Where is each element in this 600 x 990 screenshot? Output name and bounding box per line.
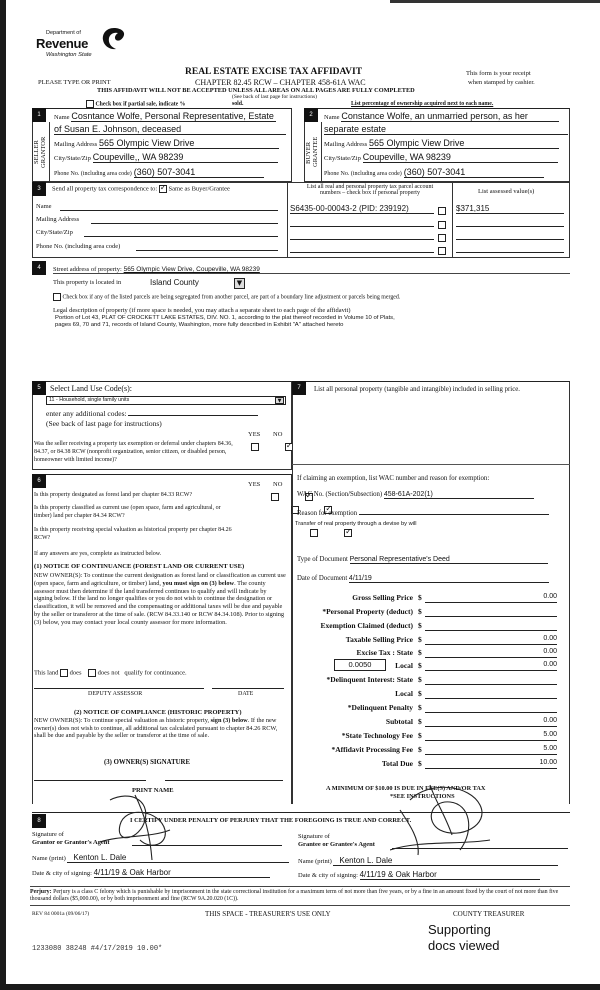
notice2-text-bold: sign (3) below — [210, 717, 248, 724]
deputy-assessor-signature-line[interactable] — [34, 688, 204, 689]
correspondence-label: Send all property tax correspondence to: — [52, 185, 158, 193]
exemption-yes-checkbox[interactable] — [251, 443, 259, 451]
local-rate-box[interactable]: 0.0050 — [334, 659, 386, 671]
receipt-line: 1233080 38248 #4/17/2019 10.00* — [32, 945, 163, 953]
land-use-label: Select Land Use Code(s): — [50, 384, 132, 393]
same-as-buyer-checkbox[interactable] — [159, 185, 167, 193]
tax-label: *Delinquent Interest: State — [326, 675, 413, 684]
wac-field[interactable]: 458-61A-202(1) — [384, 491, 534, 499]
land-use-selected: 11 - Household, single family units — [49, 397, 130, 403]
doc-type-field[interactable]: Personal Representative's Deed — [350, 556, 548, 564]
acceptance-warning: THIS AFFIDAVIT WILL NOT BE ACCEPTED UNLESS ALL AREAS ON ALL PAGES ARE FULLY COMPLETED — [97, 87, 415, 94]
buyer-phone-label: Phone No. (including area code) — [324, 171, 402, 177]
exemption-claimed-field[interactable] — [425, 621, 557, 631]
scan-edge-bottom — [0, 984, 600, 990]
qualify-label: qualify for continuance. — [124, 669, 187, 677]
see-back-note: (See back of last page for instructions) — [232, 94, 317, 100]
tax-row-delinq-local: Local $ — [295, 689, 575, 701]
seller-city-field[interactable]: Coupeville,, WA 98239 — [93, 152, 278, 163]
reason-row — [297, 507, 549, 517]
additional-codes-field[interactable] — [128, 408, 258, 416]
tax-label: *Delinquent Penalty — [347, 703, 413, 712]
grantee-name-field[interactable]: Kenton L. Dale — [333, 856, 558, 866]
grantee-name-label: Name (print) — [298, 858, 332, 865]
tax-row-taxable: Taxable Selling Price $ 0.00 — [345, 635, 557, 644]
seller-name-label: Name — [54, 114, 70, 121]
corr-name-field[interactable] — [60, 203, 278, 211]
seller-phone-field[interactable]: (360) 507-3041 — [134, 167, 264, 178]
does-not-checkbox[interactable] — [88, 669, 96, 677]
section-5-badge: 5 — [32, 381, 46, 395]
grantor-name-field[interactable]: Kenton L. Dale — [67, 853, 289, 863]
grantor-signature-scribble — [90, 790, 210, 870]
wac-label: WAC No. (Section/Subsection) — [297, 491, 383, 498]
buyer-phone-field[interactable]: (360) 507-3041 — [404, 167, 544, 178]
tax-row-personal: *Personal Property (deduct) $ — [295, 607, 575, 619]
buyer-city-field[interactable]: Coupeville, WA 98239 — [363, 152, 558, 163]
subtotal-field[interactable]: 0.00 — [425, 717, 557, 727]
grantee-sig-label-2: Grantee or Grantee's Agent — [298, 841, 375, 848]
tax-label: Excise Tax : State — [356, 648, 413, 657]
corr-name-row — [36, 203, 280, 210]
yes-header: YES — [248, 431, 261, 438]
personal-property-checkbox[interactable] — [438, 207, 446, 215]
forest-yes-checkbox[interactable] — [271, 493, 279, 501]
designation-no-header: NO — [273, 481, 283, 488]
delinquent-interest-state-field[interactable] — [425, 675, 557, 685]
treasurer-use: THIS SPACE - TREASURER'S USE ONLY — [205, 910, 331, 918]
buyer-city-label: City/State/Zip — [324, 155, 361, 162]
ownership-note: List percentage of ownership acquired next to each name. — [351, 101, 494, 107]
delinquent-interest-local-field[interactable] — [425, 689, 557, 699]
grantor-sig-label-2: Grantor or Grantor's Agent — [32, 839, 110, 846]
street-label: Street address of property: — [53, 266, 122, 273]
personal-property-deduct-field[interactable] — [425, 607, 557, 617]
corr-address-field[interactable] — [91, 216, 278, 224]
seller-name-line2[interactable]: of Susan E. Johnson, deceased — [54, 124, 286, 135]
tax-row-subtotal: Subtotal $ 0.00 — [385, 717, 557, 726]
partial-sale-label: Check box if partial sale, indicate % — [95, 101, 186, 108]
forest-question: Is this property designated as forest land per chapter 84.33 RCW? — [34, 492, 193, 498]
exemption-question: Was the seller receiving a property tax exemption or deferral under chapters 84.36, 84.37, or 84.38 RCW (nonprofit organization, senior citizen, or disabled person, homeowner with limited income)? — [34, 441, 233, 463]
buyer-name-field[interactable]: Constance Wolfe, an unmarried person, as her — [341, 111, 559, 122]
excise-state-field[interactable]: 0.00 — [425, 648, 557, 658]
grantee-label: GRANTEE — [312, 136, 319, 168]
section-4-badge: 4 — [32, 261, 46, 275]
logo-line2: Revenue — [36, 36, 89, 51]
partial-sale-checkbox[interactable] — [86, 100, 94, 108]
reason-line — [359, 507, 549, 515]
notice1-text-bold: you must sign on (3) below — [162, 579, 235, 587]
same-as-buyer-label: Same as Buyer/Grantee — [168, 185, 230, 193]
buyer-phone-row — [324, 167, 568, 178]
tax-row-excise-local: Local $ 0.00 — [395, 661, 557, 670]
section-7-badge: 7 — [292, 381, 306, 395]
land-use-select[interactable] — [46, 396, 286, 405]
tax-row-processing-fee: *Affidavit Processing Fee $ 5.00 — [331, 745, 557, 754]
legal-label: Legal description of property (if more space is needed, you may attach a separate sheet to each page of the affidavit) — [53, 307, 351, 314]
county-select[interactable]: Island County — [150, 278, 199, 287]
parcel-number-field[interactable] — [290, 231, 434, 240]
seller-address-row — [54, 138, 286, 149]
scan-edge-left — [0, 0, 6, 990]
segregated-checkbox[interactable] — [53, 293, 61, 301]
assessed-value-field[interactable] — [456, 244, 564, 253]
exemption-label: If claiming an exemption, list WAC number and reason for exemption: — [297, 475, 490, 482]
parcel-row-3 — [290, 231, 450, 242]
grantee-date-label: Date & city of signing: — [298, 872, 358, 879]
tax-row-excise-state: Excise Tax : State $ 0.00 — [356, 648, 557, 657]
seller-label: SELLER — [33, 140, 40, 165]
tax-label: *Personal Property (deduct) — [322, 607, 413, 616]
gross-selling-price-field[interactable]: 0.00 — [425, 593, 557, 603]
buyer-name-line2[interactable]: separate estate — [324, 124, 568, 135]
corr-address-label: Mailing Address — [36, 216, 80, 223]
assessor-date-line[interactable] — [212, 688, 284, 689]
tax-row-exemption: Exemption Claimed (deduct) $ — [295, 621, 575, 633]
tax-label: Taxable Selling Price — [345, 635, 413, 644]
perjury-row — [30, 886, 570, 906]
corr-city-field[interactable] — [84, 229, 278, 237]
notice2-text-a: NEW OWNER(S): To continue special valuation as historic property, — [34, 717, 210, 724]
reason-field[interactable]: Transfer of real property through a devise by will — [295, 521, 417, 527]
parcels-header-2: numbers – check box if personal property — [320, 190, 420, 196]
grantor-date-field[interactable]: 4/11/19 & Oak Harbor — [94, 868, 270, 878]
parcel-row-2 — [290, 218, 450, 229]
does-label: does — [69, 669, 82, 677]
grantor-label: GRANTOR — [40, 136, 47, 168]
seller-city-row — [54, 152, 286, 163]
section-6-badge: 6 — [32, 474, 46, 488]
print-name-label: PRINT NAME — [132, 787, 174, 794]
parcel-number-field[interactable] — [290, 218, 434, 227]
this-land-label: This land — [34, 669, 59, 677]
does-not-label: does not — [97, 669, 120, 677]
form-subtitle: CHAPTER 82.45 RCW – CHAPTER 458-61A WAC — [195, 78, 366, 87]
seller-side-label — [32, 122, 50, 182]
scan-edge-top — [390, 0, 600, 3]
tax-row-tech-fee: *State Technology Fee $ 5.00 — [341, 731, 557, 740]
delinquent-penalty-field[interactable] — [425, 703, 557, 713]
perjury-bold: Perjury: — [30, 889, 52, 895]
see-instructions: *SEE INSTRUCTIONS — [390, 793, 455, 800]
section-7-divider — [292, 464, 570, 465]
certification-statement: I CERTIFY UNDER PENALTY OF PERJURY THAT THE FOREGOING IS TRUE AND CORRECT. — [130, 817, 412, 824]
doc-type-label: Type of Document — [297, 556, 348, 563]
rev-number: REV 84 0001a (09/06/17) — [32, 911, 90, 917]
current-use-question: Is this property classified as current use (open space, farm and agricultural, or timber) land per chapter 84.34 RCW? — [34, 505, 221, 519]
tax-label: Local — [395, 689, 413, 698]
processing-fee-field[interactable]: 5.00 — [425, 745, 557, 755]
wac-row — [297, 491, 534, 499]
grantor-name-label: Name (print) — [32, 855, 66, 862]
corr-name-label: Name — [36, 203, 52, 210]
date-label: DATE — [238, 691, 254, 697]
doc-date-label: Date of Document — [297, 575, 348, 582]
seller-name-row — [54, 111, 286, 122]
parcel-row-1 — [290, 204, 450, 215]
personal-property-checkbox[interactable] — [438, 221, 446, 229]
buyer-name-row — [324, 111, 568, 122]
buyer-name-label: Name — [324, 114, 340, 121]
perjury-text: Perjury is a class C felony which is punishable by imprisonment in the state correctional institution for a maximum term of not more than five years, or by a fine in an amount fixed by the court of not more than five thousand dollars ($5,000.00), or by both imprisonment and fine (RCW 9A.20.020 (1C)). — [30, 889, 559, 902]
legal-description-line1[interactable]: Portion of Lot 43, PLAT OF CROCKETT LAKE ESTATES, DIV. NO. 1, according to the plat thereof recorded in Volume 10 of Plats, — [55, 315, 395, 321]
dor-swirl-icon — [100, 26, 128, 52]
deputy-assessor-label: DEPUTY ASSESSOR — [88, 691, 143, 697]
partial-sale-sold: sold. — [232, 101, 244, 107]
designation-section — [32, 474, 292, 804]
doc-type-row — [297, 556, 548, 564]
logo-line3: Washington State — [46, 52, 92, 58]
tax-row-penalty: *Delinquent Penalty $ — [295, 703, 575, 715]
seller-address-label: Mailing Address — [54, 141, 98, 148]
county-row — [53, 279, 121, 286]
section-1-badge: 1 — [32, 108, 46, 122]
doc-date-field[interactable]: 4/11/19 — [349, 575, 549, 583]
buyer-side-label — [304, 122, 322, 182]
grantor-sig-label-1: Signature of — [32, 831, 64, 838]
corr-phone-label: Phone No. (including area code) — [36, 243, 121, 250]
buyer-city-row — [324, 152, 568, 163]
buyer-address-label: Mailing Address — [324, 141, 368, 148]
assessed-value-field[interactable] — [456, 231, 564, 240]
grantor-date-label: Date & city of signing: — [32, 870, 92, 877]
form-title: REAL ESTATE EXCISE TAX AFFIDAVIT — [185, 67, 363, 77]
reason-label: Reason for exemption — [297, 510, 358, 517]
excise-local-field[interactable]: 0.00 — [425, 661, 557, 671]
street-field[interactable]: 565 Olympic View Drive, Coupeville, WA 98239 — [123, 266, 260, 273]
tax-label: *State Technology Fee — [341, 731, 413, 740]
tax-label: Local — [395, 661, 413, 670]
grantee-signature-scribble — [390, 780, 510, 860]
street-row — [53, 264, 570, 274]
corr-city-row — [36, 229, 280, 236]
assessed-header: List assessed value(s) — [478, 188, 535, 195]
additional-codes-row — [46, 408, 258, 418]
seller-name-field[interactable]: Cosntance Wolfe, Personal Representative, Estate — [71, 111, 276, 122]
owner-signature-line-2[interactable] — [165, 780, 283, 781]
county-dropdown-icon[interactable]: ▼ — [234, 278, 245, 289]
tax-label: *Affidavit Processing Fee — [331, 745, 413, 754]
technology-fee-field[interactable]: 5.00 — [425, 731, 557, 741]
does-checkbox[interactable] — [60, 669, 68, 677]
land-use-see-back: (See back of last page for instructions) — [46, 419, 162, 428]
legal-description-line2[interactable]: pages 69, 70 and 71, records of Island County, Washington, more fully described in Exhibit "A" attached hereto — [55, 322, 344, 328]
taxable-selling-price-field[interactable]: 0.00 — [425, 635, 557, 645]
notice2-body — [34, 717, 286, 740]
corr-address-row — [36, 216, 280, 223]
assessed-value-field[interactable] — [456, 218, 564, 227]
doc-date-row — [297, 575, 549, 583]
tax-label: Subtotal — [385, 717, 413, 726]
buyer-address-field[interactable]: 565 Olympic View Drive — [369, 138, 559, 149]
parcel-number-field[interactable] — [290, 244, 434, 253]
notice1-text-a: NEW OWNER(S): To continue the current designation as forest land or classification as current use (open space, farm and agriculture, or timber) land, — [34, 572, 286, 587]
continuance-row — [34, 669, 187, 677]
owner-signature-line-1[interactable] — [34, 780, 146, 781]
please-type: PLEASE TYPE OR PRINT — [38, 79, 111, 86]
designation-yes-header: YES — [248, 481, 261, 488]
seller-address-field[interactable]: 565 Olympic View Drive — [99, 138, 279, 149]
corr-city-label: City/State/Zip — [36, 229, 73, 236]
tax-row-gross: Gross Selling Price $ 0.00 — [352, 593, 557, 602]
stamp-line-1: Supporting — [428, 922, 491, 937]
notice1-title: (1) NOTICE OF CONTINUANCE (FOREST LAND OR CURRENT USE) — [34, 563, 245, 570]
partial-sale-row — [86, 100, 185, 108]
notice3-title: (3) OWNER(S) SIGNATURE — [104, 759, 190, 766]
parcels-header-1: List all real and personal property tax parcel account — [306, 184, 434, 190]
buyer-address-row — [324, 138, 568, 149]
county-treasurer: COUNTY TREASURER — [453, 910, 525, 918]
seller-phone-label: Phone No. (including area code) — [54, 171, 132, 177]
historic-question: Is this property receiving special valuation as historical property per chapter 84.26 RCW? — [34, 527, 232, 541]
minimum-note: A MINIMUM OF $10.00 IS DUE IN FEE(S) AND/OR TAX — [326, 785, 486, 792]
county-label: This property is located in — [53, 279, 122, 286]
section-8-badge: 8 — [32, 814, 46, 828]
receipt-note-1: This form is your receipt — [466, 70, 531, 77]
if-yes-note: If any answers are yes, complete as instructed below. — [34, 551, 162, 557]
total-due-field[interactable]: 10.00 — [425, 759, 557, 769]
section-3-badge: 3 — [32, 182, 46, 196]
personal-property-checkbox[interactable] — [438, 234, 446, 242]
grantee-sig-label-1: Signature of — [298, 833, 330, 840]
receipt-note-2: when stamped by cashier. — [468, 79, 535, 86]
grantee-date-row — [298, 870, 540, 880]
buyer-label: BUYER — [305, 141, 312, 164]
seller-city-label: City/State/Zip — [54, 155, 91, 162]
section-2-badge: 2 — [304, 108, 318, 122]
notice1-text-b: . The county assessor must then determine if the land transferred continues to qualify and will indicate by signing below. If the land no longer qualifies or you do not wish to continue the designation or classification, it will be removed and the compensating or additional taxes will be due and payable by the seller or transferor at the time of sale. (RCW 84.33.140 or RCW 84.34.108). Prior to signing (3) below, you may contact your local county assessor for more information. — [34, 579, 285, 626]
tax-label: Total Due — [381, 759, 413, 768]
corr-phone-field[interactable] — [136, 243, 278, 251]
additional-codes-label: enter any additional codes: — [46, 409, 127, 418]
parcel-row-4 — [290, 244, 450, 255]
no-header: NO — [273, 431, 283, 438]
tax-label: Exemption Claimed (deduct) — [320, 621, 413, 630]
seller-phone-row — [54, 167, 286, 178]
personal-property-label[interactable]: List all personal property (tangible and intangible) included in selling price. — [314, 386, 520, 393]
notice1-body — [34, 572, 286, 627]
segregated-label: Check box if any of the listed parcels are being segregated from another parcel, are part of a boundary line adjustment or parcels being merged. — [62, 294, 401, 301]
dor-logo — [36, 26, 131, 62]
assessed-value-field[interactable]: $371,315 — [456, 204, 564, 214]
tax-row-delinq-state: *Delinquent Interest: State $ — [295, 675, 575, 687]
notice2-title: (2) NOTICE OF COMPLIANCE (HISTORIC PROPERTY) — [74, 709, 242, 716]
segregated-row — [53, 293, 400, 301]
correspondence-label-row — [52, 185, 230, 193]
parcel-number-field[interactable]: S6435-00-00043-2 (PID: 239192) — [290, 204, 434, 214]
stamp-line-2: docs viewed — [428, 938, 500, 953]
notice2-text-b: . If the new owner(s) does not wish to continue, all additional tax calculated pursuant to chapter 84.26 RCW, shall be due and payable by the seller or transferor at the time of sale. — [34, 717, 278, 739]
corr-phone-row — [36, 243, 280, 250]
logo-line1: Department of — [46, 30, 81, 36]
grantee-date-field[interactable]: 4/11/19 & Oak Harbor — [360, 870, 540, 880]
tax-label: Gross Selling Price — [352, 593, 413, 602]
tax-row-total: Total Due $ 10.00 — [381, 759, 557, 768]
grantee-sig-label — [298, 833, 375, 849]
land-use-dropdown-icon[interactable]: ▼ — [275, 397, 284, 404]
personal-property-checkbox[interactable] — [438, 247, 446, 255]
